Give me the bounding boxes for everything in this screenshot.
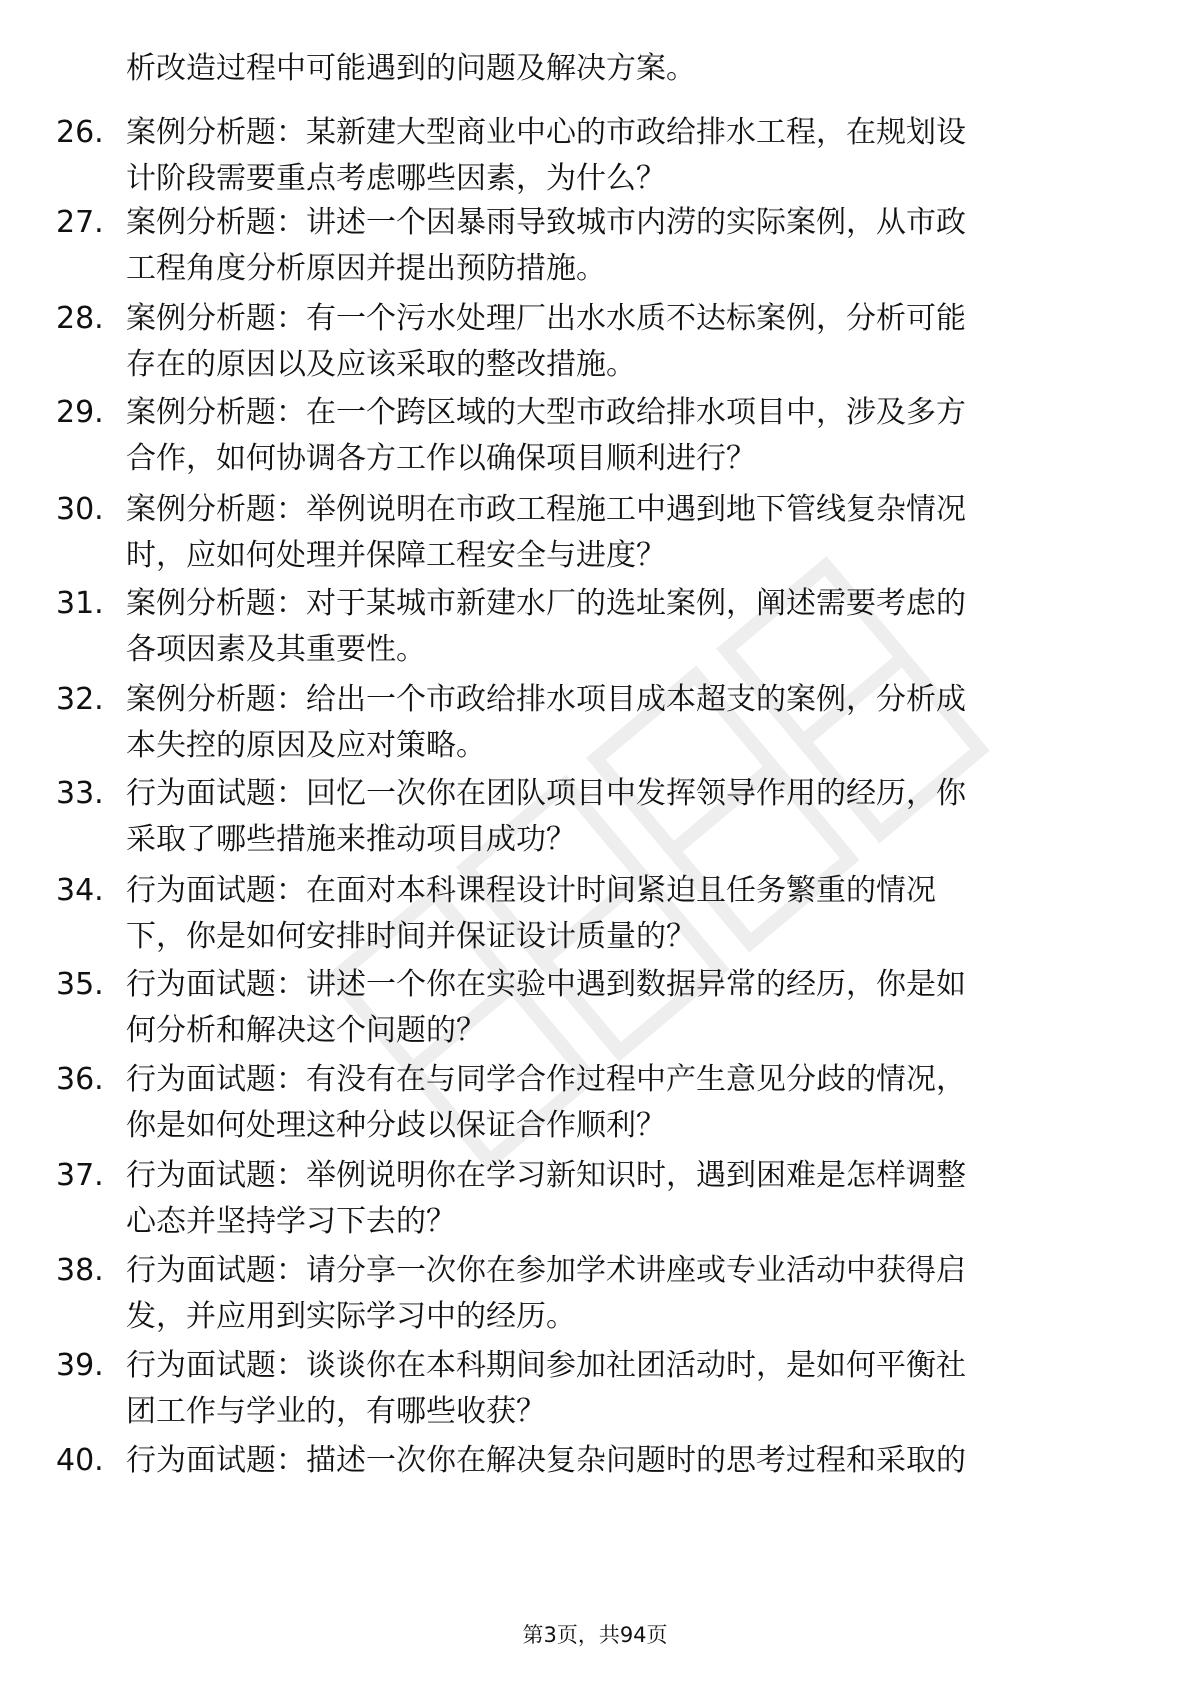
item-text-line: 行为面试题：谈谈你在本科期间参加社团活动时，是如何平衡社	[126, 1348, 966, 1383]
item-text-line: 计阶段需要重点考虑哪些因素，为什么？	[126, 161, 666, 196]
item-number: 27.	[56, 205, 104, 240]
item-text-line: 案例分析题：给出一个市政给排水项目成本超支的案例，分析成	[126, 682, 966, 717]
item-number: 37.	[56, 1158, 104, 1193]
item-number: 35.	[56, 967, 104, 1002]
item-text-line: 何分析和解决这个问题的？	[126, 1013, 486, 1048]
item-number: 31.	[56, 586, 104, 621]
item-text-line: 案例分析题：举例说明在市政工程施工中遇到地下管线复杂情况	[126, 492, 966, 527]
item-number: 32.	[56, 682, 104, 717]
item-number: 28.	[56, 301, 104, 336]
item-text-line: 案例分析题：某新建大型商业中心的市政给排水工程，在规划设	[126, 115, 966, 150]
item-text-line: 行为面试题：描述一次你在解决复杂问题时的思考过程和采取的	[126, 1443, 966, 1478]
item-text-line: 团工作与学业的，有哪些收获？	[126, 1394, 546, 1429]
item-text-line: 行为面试题：请分享一次你在参加学术讲座或专业活动中获得启	[126, 1253, 966, 1288]
item-text-line: 工程角度分析原因并提出预防措施。	[126, 251, 606, 286]
item-text-line: 行为面试题：回忆一次你在团队项目中发挥领导作用的经历，你	[126, 776, 966, 811]
item-text-line: 本失控的原因及应对策略。	[126, 728, 486, 763]
item-text-line: 发，并应用到实际学习中的经历。	[126, 1299, 576, 1334]
item-text-line: 存在的原因以及应该采取的整改措施。	[126, 347, 636, 382]
item-number: 33.	[56, 776, 104, 811]
item-number: 39.	[56, 1348, 104, 1383]
item-text-line: 采取了哪些措施来推动项目成功？	[126, 822, 576, 857]
item-text-line: 行为面试题：举例说明你在学习新知识时，遇到困难是怎样调整	[126, 1158, 966, 1193]
item-text-line: 你是如何处理这种分歧以保证合作顺利？	[126, 1108, 666, 1143]
item-text-line: 心态并坚持学习下去的？	[126, 1204, 456, 1239]
item-text-line: 下，你是如何安排时间并保证设计质量的？	[126, 919, 696, 954]
item-number: 36.	[56, 1062, 104, 1097]
item-text-line: 案例分析题：对于某城市新建水厂的选址案例，阐述需要考虑的	[126, 586, 966, 621]
item-number: 29.	[56, 395, 104, 430]
item-text-line: 案例分析题：在一个跨区域的大型市政给排水项目中，涉及多方	[126, 395, 966, 430]
item-number: 30.	[56, 492, 104, 527]
item-number: 40.	[56, 1443, 104, 1478]
item-text-line: 案例分析题：有一个污水处理厂出水水质不达标案例，分析可能	[126, 301, 966, 336]
item-number: 34.	[56, 873, 104, 908]
item-text-line: 时，应如何处理并保障工程安全与进度？	[126, 538, 666, 573]
item-text-line: 各项因素及其重要性。	[126, 632, 426, 667]
item-text-line: 案例分析题：讲述一个因暴雨导致城市内涝的实际案例，从市政	[126, 205, 966, 240]
item-number: 26.	[56, 115, 104, 150]
item-text-line: 行为面试题：讲述一个你在实验中遇到数据异常的经历，你是如	[126, 967, 966, 1002]
item-number: 38.	[56, 1253, 104, 1288]
item-text-line: 行为面试题：有没有在与同学合作过程中产生意见分歧的情况，	[126, 1062, 966, 1097]
page-footer: 第3页，共94页	[522, 1623, 668, 1647]
item-text-line: 合作，如何协调各方工作以确保项目顺利进行？	[126, 441, 756, 476]
item-text-line: 行为面试题：在面对本科课程设计时间紧迫且任务繁重的情况	[126, 873, 936, 908]
continuation-text: 析改造过程中可能遇到的问题及解决方案。	[126, 51, 696, 86]
